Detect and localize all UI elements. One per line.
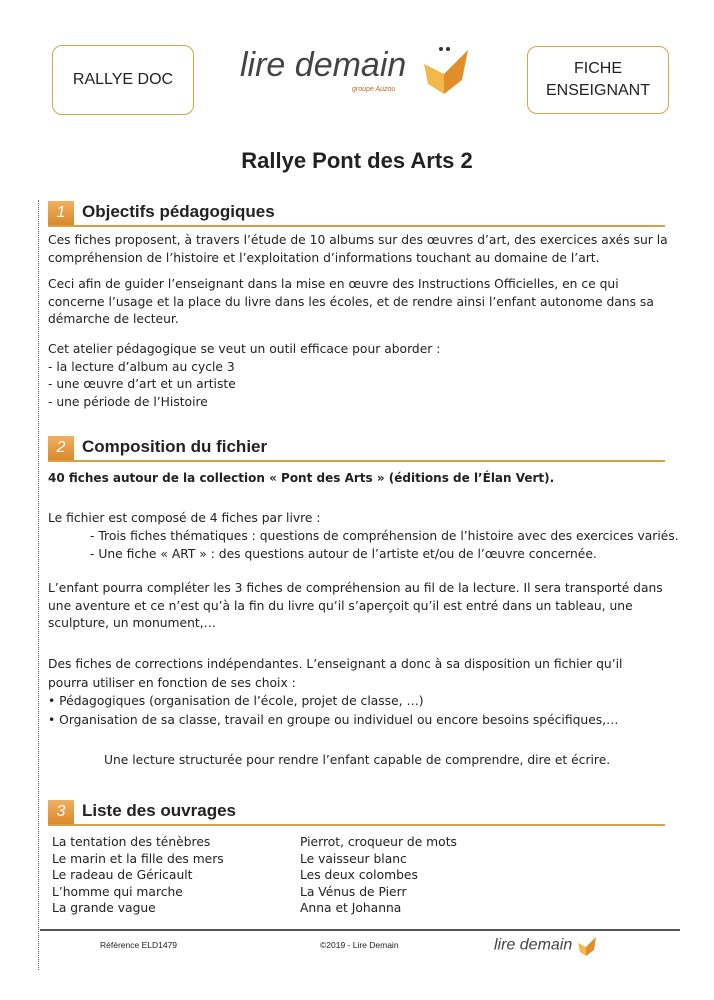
objectifs-paragraph-1 (48, 232, 673, 267)
section-header-ouvrages (48, 800, 665, 826)
footer-logo-text: lire demain (494, 936, 573, 954)
rallye-doc-label: RALLYE DOC (72, 70, 174, 88)
section-title: Liste des ouvrages (82, 801, 237, 820)
section-header-objectifs (48, 201, 665, 227)
book-title: La tentation des ténèbres (52, 835, 211, 849)
list-item: - Une fiche « ART » : des questions autour de l’artiste et/ou de l’œuvre concernée. (90, 546, 597, 561)
fiche-label: FICHE (573, 59, 622, 77)
book-title: La Vénus de Pierr (300, 884, 407, 899)
section-title: Objectifs pédagogiques (82, 202, 275, 221)
book-title: Anna et Johanna (300, 901, 402, 915)
composition-paragraph-2 (48, 580, 673, 633)
book-title: Le radeau de Géricault (52, 868, 193, 882)
book-title: Pierrot, croqueur de mots (300, 835, 457, 849)
section-number: 2 (48, 436, 74, 460)
text-line: compréhension de l’histoire et l’exploitation d’informations touchant au domaine de l’art. (48, 250, 600, 265)
fichier-intro: Le fichier est composé de 4 fiches par livre : (48, 511, 321, 525)
book-icon (577, 934, 597, 956)
text-line: Cet atelier pédagogique se veut un outil efficace pour aborder : (48, 342, 441, 356)
text-line: démarche de lecteur. (48, 312, 179, 326)
objectifs-paragraph-2 (48, 276, 673, 329)
list-item: - Trois fiches thématiques : questions de compréhension de l’histoire avec des exercices variés. (90, 529, 679, 543)
footer-logo (494, 934, 597, 956)
text-line: Ces fiches proposent, à travers l’étude de 10 albums sur des œuvres d’art, des exercices axés sur la (48, 233, 668, 247)
logo-subtitle: groupe Auzou (352, 86, 396, 93)
section-number: 3 (48, 800, 74, 824)
section-header-composition (48, 436, 665, 462)
margin-line (38, 200, 39, 970)
centered-statement: Une lecture structurée pour rendre l’enfant capable de comprendre, dire et écrire. (104, 753, 611, 767)
list-item: • Pédagogiques (organisation de l’école, projet de classe, …) (48, 694, 424, 708)
lire-demain-logo (240, 42, 480, 102)
book-title: La grande vague (52, 901, 156, 915)
footer-reference: Référence ELD1479 (100, 940, 178, 950)
book-title: L’homme qui marche (52, 884, 183, 899)
list-item: - une œuvre d’art et un artiste (48, 377, 236, 391)
rallye-doc-box (52, 45, 194, 115)
book-title: Le vaisseur blanc (300, 851, 407, 866)
text-line: Des fiches de corrections indépendantes. L’enseignant a donc à sa disposition un fichier qu’il (48, 657, 623, 671)
objectifs-paragraph-3 (48, 341, 673, 411)
text-line: concerne l’usage et la place du livre dans les écoles, et de rendre ainsi l’enfant autonome dans sa (48, 294, 654, 309)
ouvrages-left-column (52, 834, 224, 917)
footer-copyright: ©2019 - Lire Demain (320, 940, 399, 950)
book-title: Les deux colombes (300, 868, 418, 882)
collection-line: 40 fiches autour de la collection « Pont des Arts » (éditions de l’Élan Vert). (48, 471, 555, 485)
footer-divider (40, 929, 680, 931)
text-line: Ceci afin de guider l’enseignant dans la mise en œuvre des Instructions Officielles, en ce qui (48, 277, 619, 291)
text-line: une aventure et ce n’est qu’à la fin du livre qu’il s’aperçoit qu’il est entré dans un tableau, une (48, 598, 633, 613)
section-number: 1 (48, 201, 74, 225)
composition-paragraph-3 (48, 655, 673, 729)
text-line: L’enfant pourra compléter les 3 fiches de compréhension au fil de la lecture. Il sera transporté dans (48, 581, 663, 595)
book-icon (420, 42, 472, 94)
list-item: - une période de l’Histoire (48, 394, 208, 409)
logo-text: lire demain (240, 46, 407, 84)
fiche-enseignant-box (527, 46, 669, 114)
section-title: Composition du fichier (82, 437, 268, 456)
book-title: Le marin et la fille des mers (52, 851, 224, 866)
list-item: • Organisation de sa classe, travail en groupe ou individuel ou encore besoins spécifiques,… (48, 712, 619, 727)
text-line: sculpture, un monument,… (48, 616, 216, 630)
fiche-types-list (90, 528, 680, 563)
text-line: pourra utiliser en fonction de ses choix : (48, 675, 296, 690)
enseignant-label: ENSEIGNANT (545, 82, 650, 99)
page-title: Rallye Pont des Arts 2 (241, 148, 473, 173)
list-item: - la lecture d’album au cycle 3 (48, 359, 235, 374)
ouvrages-right-column (300, 834, 457, 917)
